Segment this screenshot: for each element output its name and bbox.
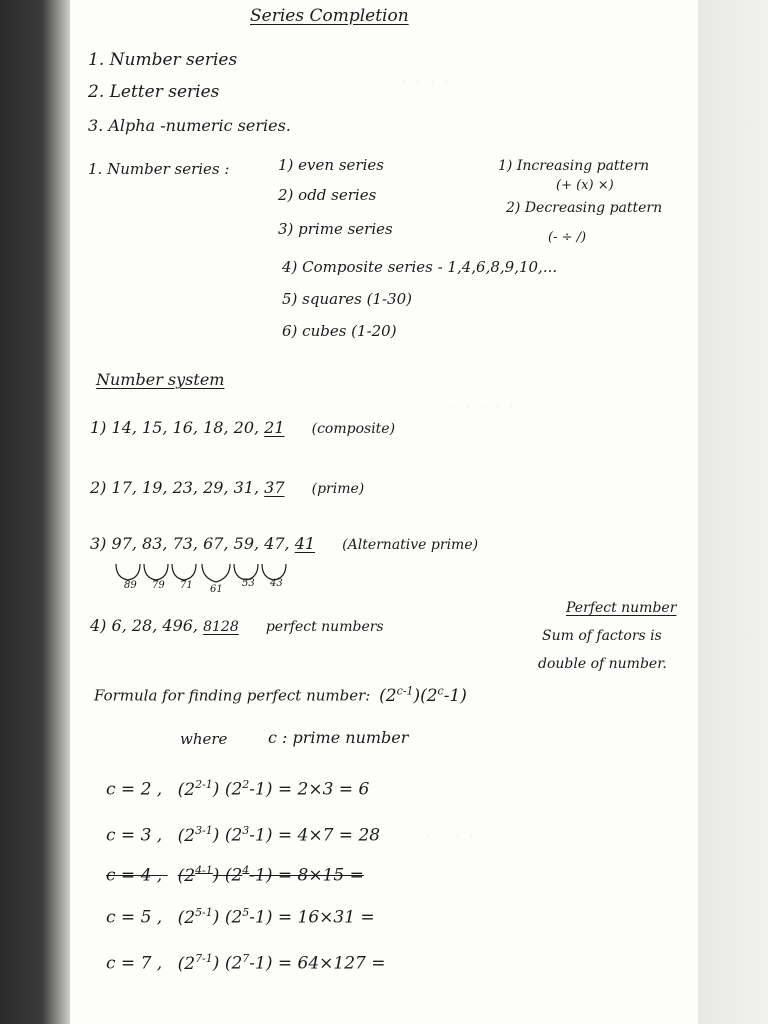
example-4-seq: 4) 6, 28, 496,: [90, 616, 199, 635]
example-1-answer: 21: [264, 418, 285, 437]
increasing-ops: (+ (x) ×): [556, 178, 614, 193]
number-series-item-5: 5) squares (1-30): [282, 290, 412, 308]
skipped-5: 53: [242, 578, 255, 589]
skipped-6: 43: [270, 578, 283, 589]
formula-part-2: )(2: [413, 685, 438, 706]
example-1-note: (composite): [311, 421, 396, 437]
skipped-3: 71: [180, 580, 193, 591]
example-2-seq: 2) 17, 19, 23, 29, 31,: [90, 478, 260, 497]
number-series-item-1: 1) even series: [278, 156, 384, 174]
row-c4-struck: c = 4 , (2$^{4-1}$) $(2^4-1) = 8\times 15$ =: [106, 864, 364, 886]
perfect-number-def-2: double of number.: [538, 656, 667, 672]
skipped-2: 79: [152, 580, 165, 591]
series-type-1: 1. Number series: [88, 50, 238, 70]
page-title: Series Completion: [250, 6, 409, 26]
formula-part-1: (2: [379, 685, 397, 706]
example-1-seq: 1) 14, 15, 16, 18, 20,: [90, 418, 260, 437]
number-series-item-2: 2) odd series: [278, 186, 377, 204]
example-3: [90, 534, 478, 553]
formula-where: where: [180, 730, 228, 748]
skip-arc-2: [144, 564, 168, 580]
formula-line: [94, 684, 467, 706]
decreasing-pattern: 2) Decreasing pattern: [506, 200, 663, 216]
row-c2: c = 2 , (2$^{2-1}$) $(2^2-1) = 2\times 3 = 6$: [106, 778, 370, 800]
number-series-item-6: 6) cubes (1-20): [282, 322, 397, 340]
number-system-heading: Number system: [96, 370, 225, 389]
example-4-answer: 8128: [203, 619, 239, 635]
example-1: [90, 418, 395, 437]
notebook-page: · · · · · · · · · · · · · · Series Completion 1. Number series 2. Letter series 3. Alpha -numeric series. 1. Number series : 1) even series 2) odd series 3) prime series 4) Composite series - 1,4,6,8,9,10,... 5) squares (1-30) 6) cubes (1-20) 1) Increasing pattern (+ (x) ×) 2) Decreasing pattern (- ÷ /) Number system 1) 14, 15, 16, 18, 20, 21 (composite) 2) 17, 19, 23, 29, 31, 37 (prime) 3) 97, 83, 73, 67, 59, 47, 41 (Alternative prime) 89 79 71 61 53 43 4) 6, 28, 496, 8128 perfect numbers Perfect number Sum of factors is double of number. Formula for finding perfect number: (2$^{c-1}$)(2$^c$-1) where c : prime number c = 2 , (2$^{2-1}$) $(2^2-1) = 2\times 3 = 6$ c = 3 , (2$^{3-1}$) $(2^3-1) = 4\times 7 = 28$ c = 4 , (2$^{4-1}$) $(2^4-1) = 8\times 15$ = c = 5 , (2$^{5-1}$) $(2^5-1) = 16\times 31$ = c = 7 , (2$^{7-1}$) $(2^7-1) = 64\times 127$ =: [70, 0, 698, 1024]
example-2-note: (prime): [311, 481, 365, 497]
skipped-1: 89: [124, 580, 137, 591]
decreasing-ops: (- ÷ /): [548, 230, 587, 245]
page-left-shadow: [0, 0, 70, 1024]
example-4-note: perfect numbers: [265, 619, 384, 635]
perfect-number-def-1: Sum of factors is: [542, 628, 662, 644]
row-c7: c = 7 , (2$^{7-1}$) $(2^7-1) = 64\times 127$ =: [106, 952, 386, 974]
skip-arc-4: [202, 564, 230, 582]
example-2-answer: 37: [264, 478, 285, 497]
series-type-3: 3. Alpha -numeric series.: [88, 116, 291, 135]
example-3-answer: 41: [294, 534, 316, 553]
number-series-item-3: 3) prime series: [278, 220, 393, 238]
formula-exp-1: c-1: [396, 684, 414, 697]
example-3-note: (Alternative prime): [342, 537, 479, 553]
example-2: [90, 478, 364, 497]
increasing-pattern: 1) Increasing pattern: [498, 158, 650, 174]
series-type-2: 2. Letter series: [88, 82, 220, 102]
example-4: [90, 616, 384, 635]
formula-part-3: -1): [443, 685, 467, 706]
skip-arc-1: [116, 564, 140, 580]
skip-arc-3: [172, 564, 196, 580]
row-c5: c = 5 , (2$^{5-1}$) $(2^5-1) = 16\times 31$ =: [106, 906, 375, 928]
formula-exp-2: c: [437, 684, 444, 697]
formula-text: Formula for finding perfect number:: [94, 686, 371, 705]
skip-arcs: [110, 558, 370, 598]
skipped-4: 61: [210, 584, 223, 595]
number-series-item-4: 4) Composite series - 1,4,6,8,9,10,...: [282, 258, 558, 276]
example-3-seq: 3) 97, 83, 73, 67, 59, 47,: [90, 534, 290, 553]
page-right-edge: [698, 0, 768, 1024]
row-c3: c = 3 , (2$^{3-1}$) $(2^3-1) = 4\times 7 = 28$: [106, 824, 381, 846]
perfect-number-heading: Perfect number: [566, 600, 677, 616]
number-series-label: 1. Number series :: [88, 160, 230, 178]
formula-c-def: c : prime number: [268, 728, 409, 747]
